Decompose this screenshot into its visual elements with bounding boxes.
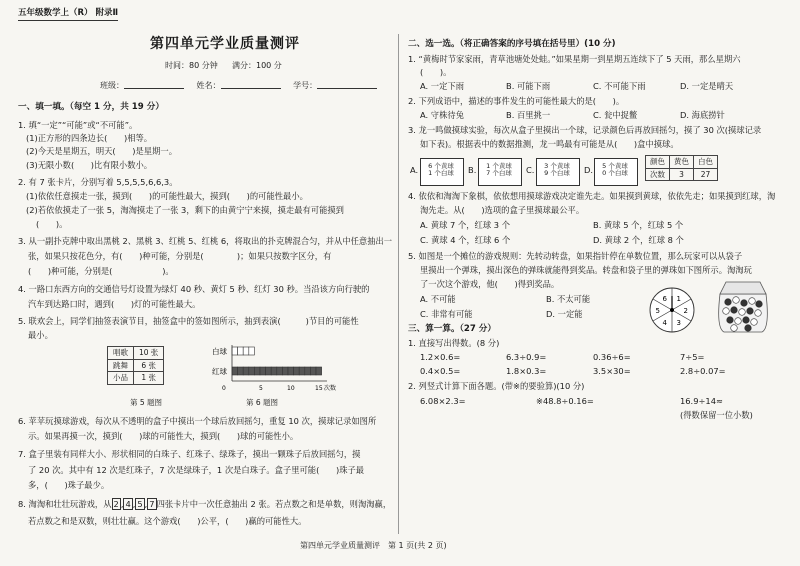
class-label: 班级： [100, 81, 124, 90]
fig6-axis-label: 次数 [324, 385, 337, 392]
spinner-number: 5 [655, 307, 660, 315]
q3-record-table [645, 155, 718, 181]
s2-q5c: 了一次这个游戏，他( )得到奖品。 [420, 279, 560, 289]
id-label: 学号： [293, 81, 318, 90]
s1-q4b: 汽车到达路口时，遇到( )灯的可能性最大。 [28, 299, 201, 309]
fig5-caption: 第 5 题图 [130, 398, 163, 407]
s2-q4-opt[interactable]: D. 黄球 2 个，红球 8 个 [593, 235, 684, 245]
tally-cell [294, 367, 300, 375]
fig6-red-label: 红球 [212, 367, 227, 376]
s2-q1-opt[interactable]: B. 可能下雨 [506, 81, 551, 91]
dark-marble [725, 299, 732, 306]
fig6-tick: 0 [222, 385, 226, 392]
s2-q5-opt[interactable]: C. 非常有可能 [420, 309, 473, 319]
spinner-number: 1 [676, 294, 681, 303]
s2-q4-opt[interactable]: C. 黄球 4 个，红球 6 个 [420, 235, 511, 245]
tally-cell [249, 367, 255, 375]
s1-q8: 8. 淘淘和壮壮玩游戏，从 2 , 4 , 5 , 7 四张卡片中一次任意抽出 2 张。若点数之和是单数，则淘淘赢， [18, 499, 392, 509]
s1-q4: 4. 一路口东西方向的交通信号灯设置为绿灯 40 秒、黄灯 5 秒、红灯 30 秒。当沿该方向行驶的 [18, 284, 370, 294]
q8-card: 4 [125, 499, 131, 509]
s1-q6: 6. 苹苹玩摸球游戏，每次从不透明的盒子中摸出一个球后放回摇匀，重复 10 次，摸球记录如图所 [18, 416, 377, 426]
s2-q4: 4. 依依和淘淘下象棋，依依想用摸球游戏决定谁先走。如果摸到黄球，依依先走；如果摸到红球，淘 [408, 191, 776, 201]
s2-q1: 1. “黄梅时节家家雨，青草池塘处处蛙。”如果星期一到星期五连续下了 5 天雨，那么星期六 [408, 54, 741, 64]
calc-item: 6.3÷0.9= [506, 352, 547, 362]
s1-q7: 7. 盒子里装有同样大小、形状相同的白珠子、红珠子、绿珠子，摸出一颗珠子后放回摇匀，摸 [18, 449, 361, 459]
fig6-caption: 第 6 题图 [246, 398, 279, 407]
box-a-text: 6 个黄球 1 个白球 [428, 162, 454, 178]
calc-item: 1.2×0.6= [420, 352, 461, 362]
section3-heading: 三、算一算。（27 分） [408, 324, 496, 334]
q8-card: 2 [113, 499, 119, 509]
marble-bag [712, 278, 774, 334]
q3-table-cell: 3 [670, 168, 694, 181]
s1-q2b2: ( )。 [36, 219, 68, 229]
s1-q6b: 示。如果再摸一次，摸到( )球的可能性大，摸到( )球的可能性小。 [28, 431, 299, 441]
section2-heading: 二、选一选。（将正确答案的序号填在括号里）(10 分) [408, 39, 616, 49]
s1-q5: 5. 联欢会上，同学们抽签表演节目，抽签盒中的签如图所示，抽到表演( )节目的可能性 [18, 316, 359, 326]
rounding-note: (得数保留一位小数) [680, 410, 753, 420]
spinner-number: 6 [662, 294, 667, 303]
q3-table-cell: 黄色 [670, 156, 694, 169]
q5-table-cell: 6 张 [134, 359, 164, 372]
light-marble [733, 297, 740, 304]
s2-q5-opt[interactable]: B. 不太可能 [546, 294, 591, 304]
s1-q2b: (2)若依依摸走了一张 5，淘淘摸走了一张 3，剩下的由黄宁宁来摸，摸走最有可能摸到 [26, 205, 344, 215]
s3-q1: 1. 直接写出得数。(8 分) [408, 338, 500, 348]
fig6-tick: 10 [287, 385, 295, 392]
tally-cell [238, 347, 244, 355]
s2-q5: 5. 如图是一个摊位的游戏规则：先转动转盘，如果指针停在单数位置，那么玩家可以从袋子 [408, 251, 743, 261]
tally-cell [232, 347, 238, 355]
dark-marble [745, 325, 752, 332]
tally-cell [316, 367, 322, 375]
box-option-label[interactable]: B. [468, 165, 477, 175]
light-marble [749, 298, 756, 305]
time-label: 时间：80 分钟 [165, 61, 218, 70]
s2-q1-opt[interactable]: A. 一定下雨 [420, 81, 464, 91]
s2-q2-opt[interactable]: D. 海底捞针 [680, 110, 725, 120]
s1-q5b: 最小。 [28, 330, 53, 340]
tally-cell [260, 367, 266, 375]
q5-table-cell: 唱歌 [108, 347, 134, 360]
s1-q1: 1. 填“一定”“可能”或“不可能”。 [18, 120, 138, 130]
tally-cell [243, 367, 249, 375]
s2-q2: 2. 下列成语中，描述的事件发生的可能性最大的是( )。 [408, 96, 625, 106]
calc-item: 3.5×30= [593, 366, 631, 376]
s2-q4b: 淘先走。从( )选项的盒子里摸球最公平。 [420, 205, 585, 215]
s2-q5-opt[interactable]: D. 一定能 [546, 309, 583, 319]
light-marble [723, 308, 730, 315]
s1-q3b: 张，如果只按花色分，有( )种可能，分别是( )；如果只按数字区分，有 [28, 251, 332, 261]
light-marble [735, 318, 742, 325]
tally-cell [266, 367, 272, 375]
calc-item: 1.8×0.3= [506, 366, 547, 376]
page-title: 第四单元学业质量测评 [150, 36, 300, 52]
s1-q3c: ( )种可能，分别是( )。 [28, 266, 174, 276]
score-label: 满分：100 分 [232, 61, 282, 70]
light-marble [731, 325, 738, 332]
dark-marble [731, 307, 738, 314]
tally-cell [238, 367, 244, 375]
s2-q2-opt[interactable]: B. 百里挑一 [506, 110, 551, 120]
light-marble [739, 309, 746, 316]
dark-marble [756, 301, 763, 308]
spinner-hub [670, 308, 674, 312]
q5-table-cell: 1 张 [134, 372, 164, 385]
fig6-tally [212, 343, 337, 395]
s1-q2: 2. 有 7 张卡片，分别写着 5,5,5,5,6,6,3。 [18, 177, 178, 187]
spinner-number: 4 [662, 319, 667, 328]
vertical-calc-item: 6.08×2.3= [420, 396, 466, 406]
q3-table-cell: 次数 [646, 168, 670, 181]
s1-q3: 3. 从一副扑克牌中取出黑桃 2、黑桃 3、红桃 5、红桃 6，将取出的扑克牌混合匀，并从中任意抽出一 [18, 236, 393, 246]
spinner-number: 3 [676, 319, 681, 328]
calc-item: 0.4×0.5= [420, 366, 461, 376]
dark-marble [727, 317, 734, 324]
tally-cell [282, 367, 288, 375]
box-option-label[interactable]: A. [410, 165, 419, 175]
s2-q5b: 里摸出一个弹珠，摸出深色的弹珠就能得到奖品。转盘和袋子里的弹珠如下图所示。淘淘玩 [420, 265, 752, 275]
box-d-text: 5 个黄球 0 个白球 [602, 162, 628, 178]
red-ball-cells [232, 367, 322, 375]
s2-q3b: 如下表)。根据表中的数据推测，龙一鸣最有可能是从( )盒中摸球。 [420, 139, 679, 149]
page-footer: 第四单元学业质量测评 第 1 页(共 2 页) [300, 541, 447, 550]
s1-q7b: 了 20 次。其中有 12 次是红珠子，7 次是绿珠子，1 次是白珠子。盒子里可能( )珠子最 [28, 465, 365, 475]
s1-q1b: (2)今天是星期五，明天( )是星期一。 [26, 146, 177, 156]
name-label: 姓名： [196, 81, 221, 90]
tally-cell [288, 367, 294, 375]
page-header-tag: 五年级数学上（R） 附录Ⅱ [18, 8, 118, 21]
dark-marble [741, 300, 748, 307]
s1-q1a: (1)正方形的四条边长( )相等。 [26, 133, 153, 143]
q5-table [107, 346, 164, 385]
tally-cell [232, 367, 238, 375]
q8-card: 5 [137, 499, 143, 509]
light-marble [755, 310, 762, 317]
calc-item: 2.8÷0.07= [680, 366, 726, 376]
s2-q2-opt[interactable]: C. 瓮中捉鳖 [593, 110, 638, 120]
vertical-calc-item: ※48.8÷0.16= [536, 396, 594, 406]
tally-cell [310, 367, 316, 375]
s1-q1c: (3)无限小数( )比有限小数小。 [26, 160, 153, 170]
q3-table-cell: 颜色 [646, 156, 670, 169]
tally-cell [305, 367, 311, 375]
q5-table-cell: 10 张 [134, 347, 164, 360]
calc-item: 7÷5= [680, 352, 705, 362]
fig6-white-label: 白球 [212, 347, 227, 356]
s1-q2a: (1)依依任意摸走一张，摸到( )的可能性最大，摸到( )的可能性最小。 [26, 191, 308, 201]
dark-marble [743, 317, 750, 324]
s2-q5-opt[interactable]: A. 不可能 [420, 294, 456, 304]
spinner-number: 2 [683, 307, 688, 315]
q8-card: 7 [149, 499, 155, 509]
s2-q1-opt[interactable]: D. 一定是晴天 [680, 81, 734, 91]
dark-marble [747, 308, 754, 315]
white-ball-cells [232, 347, 254, 355]
spinner-wheel [648, 286, 696, 334]
s1-q8b: 若点数之和是双数，则壮壮赢。这个游戏( )公平，( )赢的可能性大。 [28, 516, 307, 526]
q3-table-cell: 27 [694, 168, 718, 181]
section1-heading: 一、填一填。（每空 1 分，共 19 分） [18, 102, 164, 112]
calc-item: 0.36÷6= [593, 352, 631, 362]
s2-q3: 3. 龙一鸣做摸球实验，每次从盒子里摸出一个球，记录颜色后再放回摇匀，摸了 30 次(摸球记录 [408, 125, 762, 135]
q5-table-cell: 小品 [108, 372, 134, 385]
tally-cell [254, 367, 260, 375]
column-divider [398, 34, 399, 534]
s3-q2: 2. 列竖式计算下面各题。(带※的要验算)(10 分) [408, 381, 585, 391]
s2-q1-opt[interactable]: C. 不可能下雨 [593, 81, 646, 91]
q3-table-cell: 白色 [694, 156, 718, 169]
light-marble [751, 319, 758, 326]
box-c-text: 3 个黄球 9 个白球 [544, 162, 570, 178]
s2-q1b: ( )。 [420, 67, 452, 77]
box-option-label[interactable]: C. [526, 165, 535, 175]
s2-q2-opt[interactable]: A. 守株待兔 [420, 110, 464, 120]
tally-cell [243, 347, 249, 355]
tally-cell [299, 367, 305, 375]
q5-table-cell: 跳舞 [108, 359, 134, 372]
tally-cell [249, 347, 255, 355]
box-option-label[interactable]: D. [584, 165, 594, 175]
student-info [100, 80, 377, 91]
s2-q4-opt[interactable]: B. 黄球 5 个，红球 5 个 [593, 220, 684, 230]
s1-q7c: 多，( )珠子最少。 [28, 480, 110, 490]
vertical-calc-item: 16.9÷14≈ [680, 396, 723, 406]
fig6-tick: 5 [259, 385, 263, 392]
tally-cell [277, 367, 283, 375]
tally-cell [271, 367, 277, 375]
fig6-tick: 15 [315, 385, 323, 392]
s2-q4-opt[interactable]: A. 黄球 7 个，红球 3 个 [420, 220, 510, 230]
box-b-text: 1 个黄球 7 个白球 [486, 162, 512, 178]
